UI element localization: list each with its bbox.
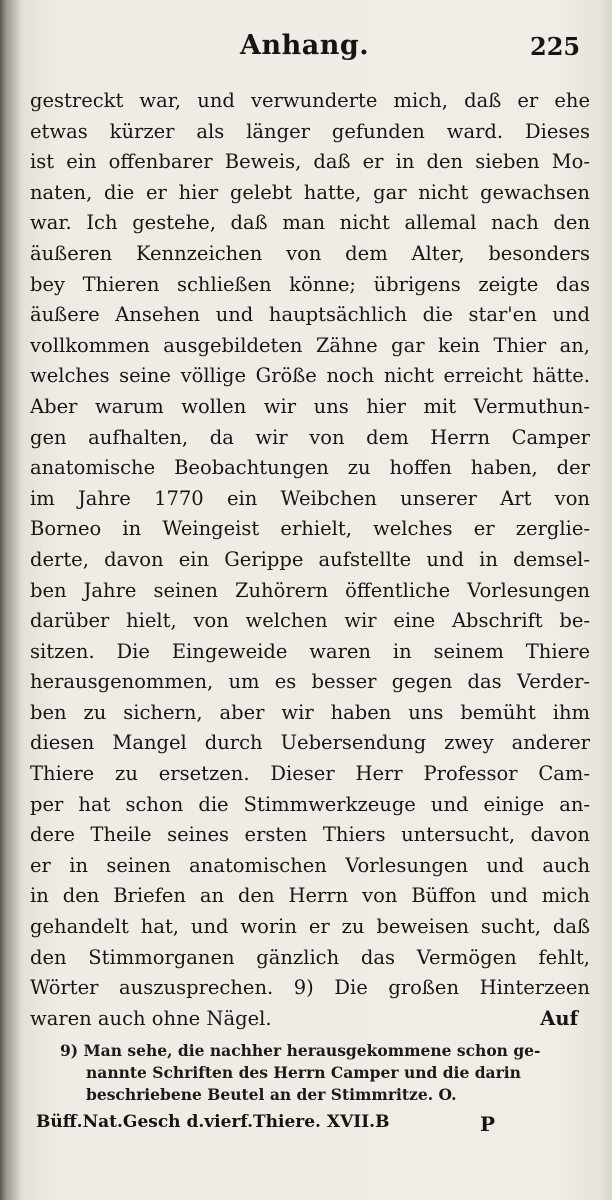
text-line: naten, die er hier gelebt hatte, gar nicht gewachsen bbox=[30, 180, 590, 204]
text-line: Wörter auszusprechen. 9) Die großen Hinterzeen bbox=[30, 976, 590, 1000]
page-number: 225 bbox=[530, 32, 581, 61]
text-line: per hat schon die Stimmwerkzeuge und einige an- bbox=[30, 792, 590, 816]
footnote-line: nannte Schriften des Herrn Camper und die darin bbox=[86, 1063, 521, 1082]
text-line: etwas kürzer als länger gefunden ward. Dieses bbox=[30, 119, 590, 143]
text-line: gestreckt war, und verwunderte mich, daß er ehe bbox=[30, 89, 590, 112]
catchword: Auf bbox=[540, 1006, 578, 1030]
signature-line bbox=[36, 1112, 596, 1138]
text-line: in den Briefen an den Herrn von Büffon und mich bbox=[30, 884, 590, 908]
text-line: gen aufhalten, da wir von dem Herrn Camper bbox=[30, 425, 590, 449]
text-line: derte, davon ein Gerippe aufstellte und in demsel- bbox=[30, 547, 590, 571]
printer-signature: Büff.Nat.Gesch d.vierf.Thiere. XVII.B bbox=[36, 1112, 390, 1132]
text-line: äußeren Kennzeichen von dem Alter, besonders bbox=[30, 241, 590, 265]
body-text bbox=[30, 86, 590, 1034]
footnote-line: beschriebene Beutel an der Stimmritze. O. bbox=[86, 1085, 457, 1104]
text-line: ben Jahre seinen Zuhörern öffentliche Vorlesungen bbox=[30, 578, 590, 602]
text-line: äußere Ansehen und hauptsächlich die star'en und bbox=[30, 303, 590, 327]
text-line: sitzen. Die Eingeweide waren in seinem Thiere bbox=[30, 639, 590, 663]
text-line: diesen Mangel durch Uebersendung zwey anderer bbox=[30, 731, 590, 755]
text-line: den Stimmorganen gänzlich das Vermögen fehlt, bbox=[30, 945, 590, 969]
text-line: herausgenommen, um es besser gegen das Verder- bbox=[30, 670, 590, 694]
text-line: ben zu sichern, aber wir haben uns bemüht ihm bbox=[30, 700, 590, 724]
text-line: darüber hielt, von welchen wir eine Abschrift be- bbox=[30, 609, 590, 633]
text-line: dere Theile seines ersten Thiers untersucht, davon bbox=[30, 823, 590, 847]
text-line: vollkommen ausgebildeten Zähne gar kein Thier an, bbox=[30, 333, 590, 357]
footnote bbox=[60, 1040, 600, 1106]
text-line: Thiere zu ersetzen. Dieser Herr Professor Cam- bbox=[30, 762, 590, 786]
text-line: Borneo in Weingeist erhielt, welches er zerglie- bbox=[30, 517, 590, 541]
text-line: welches seine völlige Größe noch nicht erreicht hätte. bbox=[30, 364, 590, 388]
running-head: Anhang. bbox=[240, 30, 370, 61]
text-line: Aber warum wollen wir uns hier mit Vermuthun- bbox=[30, 394, 590, 418]
signature-mark: P bbox=[480, 1112, 496, 1136]
text-line: bey Thieren schließen könne; übrigens zeigte das bbox=[30, 272, 590, 296]
last-line-text: waren auch ohne Nägel. bbox=[30, 1006, 272, 1030]
text-line: ist ein offenbarer Beweis, daß er in den sieben Mo- bbox=[30, 150, 590, 174]
text-line: war. Ich gestehe, daß man nicht allemal nach den bbox=[30, 211, 590, 235]
text-line: gehandelt hat, und worin er zu beweisen sucht, daß bbox=[30, 915, 590, 939]
text-line: anatomische Beobachtungen zu hoffen haben, der bbox=[30, 456, 590, 480]
page-header bbox=[0, 26, 612, 66]
footnote-line: 9) Man sehe, die nachher herausgekommene schon ge- bbox=[60, 1041, 541, 1060]
text-line: er in seinen anatomischen Vorlesungen und auch bbox=[30, 853, 590, 877]
text-line-last bbox=[30, 1004, 590, 1035]
text-line: im Jahre 1770 ein Weibchen unserer Art von bbox=[30, 486, 590, 510]
